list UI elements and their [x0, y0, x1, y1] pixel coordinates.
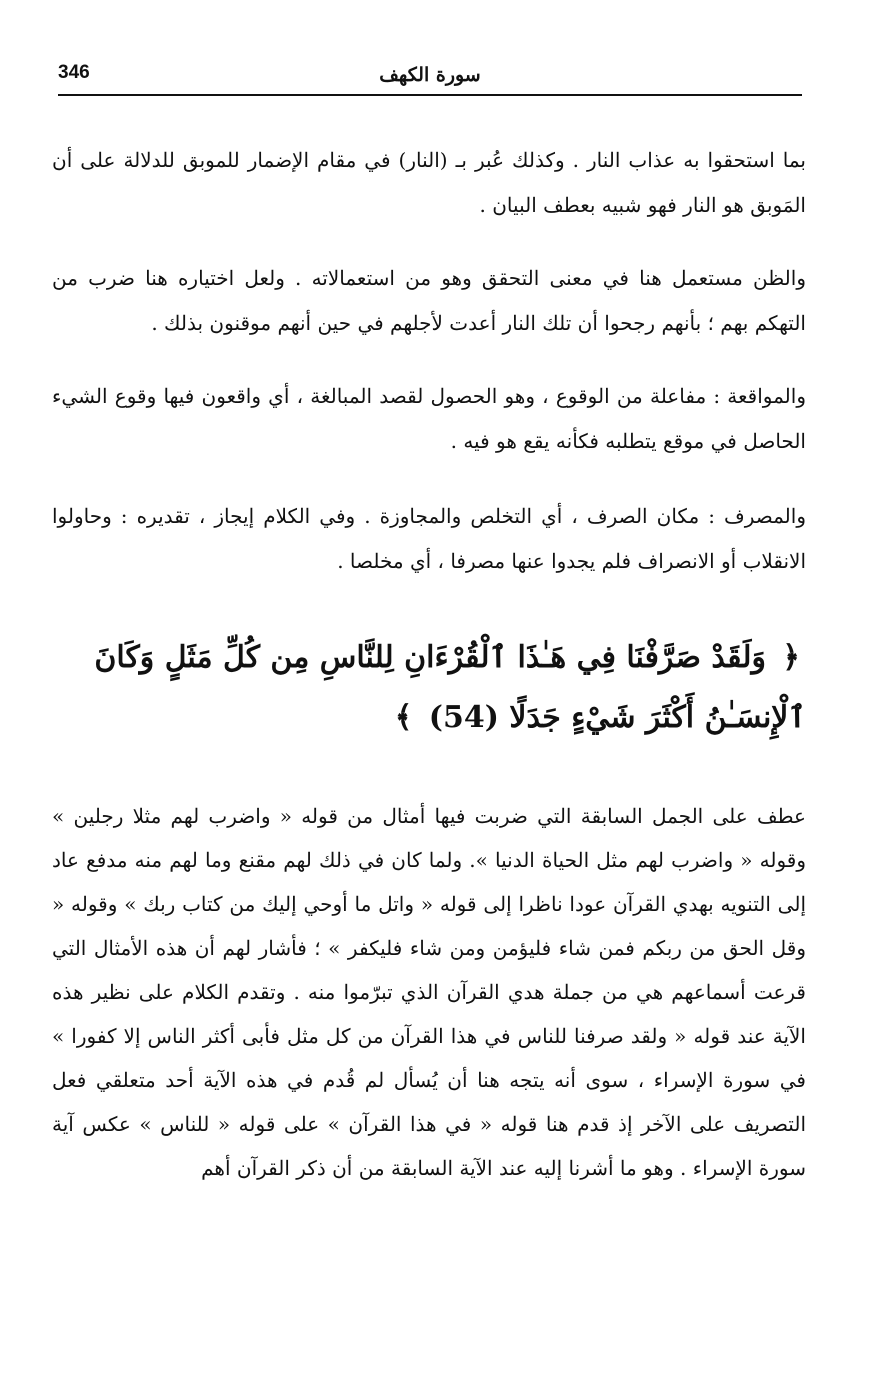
paragraph-2: والظن مستعمل هنا في معنى التحقق وهو من استعمالاته . ولعل اختياره هنا ضرب من التهكم بهم ؛ بأنهم رجحوا أن تلك النار أعدت لأجلهم في حين أنهم موقنون بذلك . — [52, 266, 806, 335]
paragraph-3: والمواقعة : مفاعلة من الوقوع ، وهو الحصول لقصد المبالغة ، أي واقعون فيها وقوع الشيء الحاصل في موقع يتطلبه فكأنه يقع هو فيه . — [52, 384, 806, 453]
surah-title: سورة الكهف — [379, 64, 481, 86]
page-header — [58, 62, 802, 96]
verse-number: (54) — [428, 700, 499, 735]
page-number: 346 — [58, 62, 90, 83]
verse-text: وَلَقَدْ صَرَّفْنَا فِي هَـٰذَا ٱلْقُرْءَانِ لِلنَّاسِ مِن كُلِّ مَثَلٍ وَكَانَ ٱلْإِنسَـٰنُ أَكْثَرَ شَيْءٍ جَدَلًا — [94, 640, 806, 735]
paragraph-4: والمصرف : مكان الصرف ، أي التخلص والمجاوزة . وفي الكلام إيجاز ، تقديره : وحاولوا الانقلاب أو الانصراف فلم يجدوا عنها مصرفا ، أي مخلصا . — [52, 504, 806, 573]
verse-close-brace: ﴾ — [394, 700, 413, 735]
page-body — [52, 138, 806, 1190]
verse-open-brace: ﴿ — [782, 640, 800, 675]
commentary-paragraph: عطف على الجمل السابقة التي ضربت فيها أمثال من قوله « واضرب لهم مثلا رجلين » وقوله « واضرب لهم مثل الحياة الدنيا ». ولما كان في ذلك لهم مقنع وما لهم منه مدفع عاد إلى التنويه بهدي القرآن عودا ناظرا إلى قوله « واتل ما أوحي إليك من كتاب ربك » وقوله « وقل الحق من ربكم فمن شاء فليؤمن ومن شاء فليكفر » ؛ فأشار لهم أن هذه الأمثال التي قرعت أسماعهم هي من جملة هدي القرآن الذي تبرّموا منه . وتقدم الكلام على نظير هذه الآية عند قوله « ولقد صرفنا للناس في هذا القرآن من كل مثل فأبى أكثر الناس إلا كفورا » في سورة الإسراء ، سوى أنه يتجه هنا أن يُسأل لم قُدم في هذه الآية أحد متعلقي فعل التصريف على الآخر إذ قدم هنا قوله « في هذا القرآن » على قوله « للناس » عكس آية سورة الإسراء . وهو ما أشرنا إليه عند الآية السابقة من أن ذكر القرآن أهم — [52, 804, 806, 1180]
paragraph-1: بما استحقوا به عذاب النار . وكذلك عُبر بـ (النار) في مقام الإضمار للموبق للدلالة على أن المَوبق هو النار فهو شبيه بعطف البيان . — [52, 148, 806, 217]
quran-verse — [52, 628, 806, 748]
